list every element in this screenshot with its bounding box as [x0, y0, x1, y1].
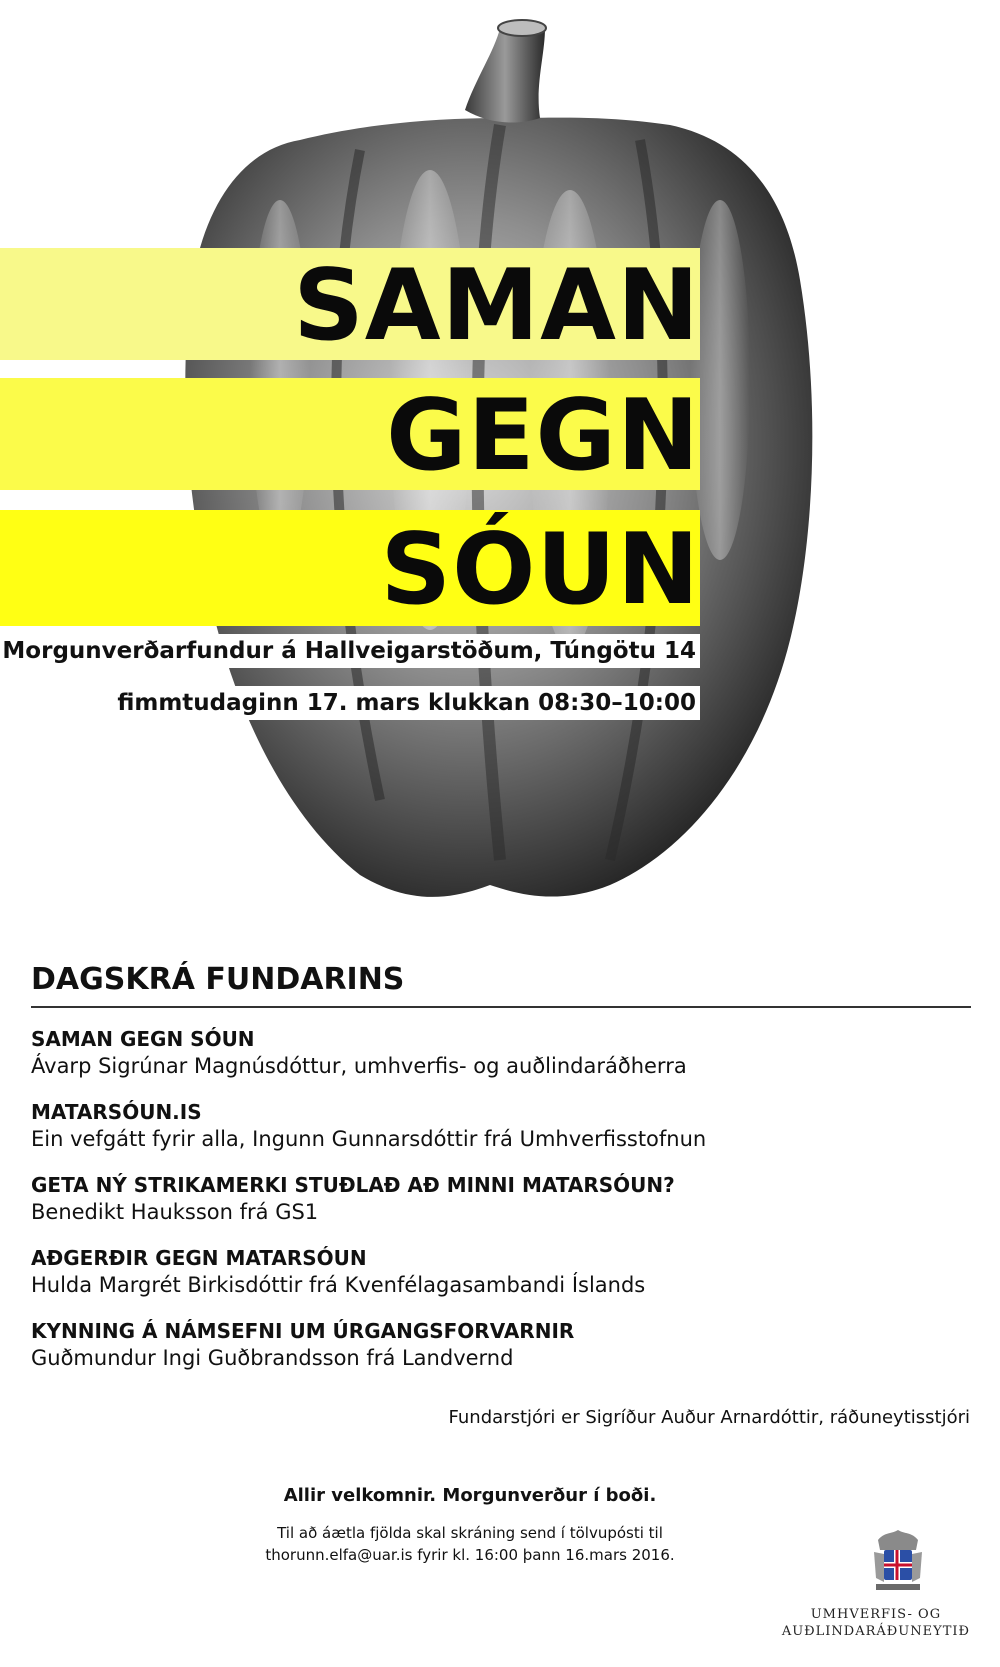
agenda-section — [31, 960, 971, 1391]
ministry-name — [782, 1606, 970, 1640]
event-location: Morgunverðarfundur á Hallveigarstöðum, Túngötu 14 — [0, 634, 700, 668]
registration-line-1: Til að áætla fjölda skal skráning send í tölvupósti til — [277, 1524, 663, 1542]
meeting-chair: Fundarstjóri er Sigríður Auður Arnardóttir, ráðuneytisstjóri — [448, 1407, 970, 1428]
agenda-item-desc: Benedikt Hauksson frá GS1 — [31, 1200, 319, 1224]
registration-line-2: thorunn.elfa@uar.is fyrir kl. 16:00 þann 16.mars 2016. — [265, 1546, 675, 1564]
title-line-2: GEGN — [386, 379, 700, 493]
agenda-item-desc: Ávarp Sigrúnar Magnúsdóttur, umhverfis- og auðlindaráðherra — [31, 1054, 687, 1078]
agenda-item — [31, 1026, 971, 1080]
title-line-1: SAMAN — [293, 249, 700, 363]
agenda-item — [31, 1172, 971, 1226]
agenda-item-title: KYNNING Á NÁMSEFNI UM ÚRGANGSFORVARNIR — [31, 1319, 575, 1343]
agenda-item — [31, 1318, 971, 1372]
agenda-item-desc: Hulda Margrét Birkisdóttir frá Kvenfélagasambandi Íslands — [31, 1273, 646, 1297]
agenda-item-title: MATARSÓUN.IS — [31, 1100, 202, 1124]
agenda-item-desc: Guðmundur Ingi Guðbrandsson frá Landvernd — [31, 1346, 514, 1370]
event-time: fimmtudaginn 17. mars klukkan 08:30–10:00 — [113, 686, 700, 720]
ministry-line-2: AUÐLINDARÁÐUNEYTIÐ — [781, 1624, 970, 1639]
agenda-item-desc: Ein vefgátt fyrir alla, Ingunn Gunnarsdóttir frá Umhverfisstofnun — [31, 1127, 707, 1151]
registration-text — [0, 1522, 940, 1566]
coat-of-arms-icon — [870, 1530, 926, 1596]
ministry-line-1: UMHVERFIS- OG — [810, 1607, 942, 1622]
title-line-3: SÓUN — [380, 513, 700, 627]
agenda-item-title: GETA NÝ STRIKAMERKI STUÐLAÐ AÐ MINNI MATARSÓUN? — [31, 1173, 675, 1197]
agenda-item-title: AÐGERÐIR GEGN MATARSÓUN — [31, 1246, 367, 1270]
agenda-item — [31, 1245, 971, 1299]
welcome-text: Allir velkomnir. Morgunverður í boði. — [283, 1485, 657, 1506]
agenda-title: DAGSKRÁ FUNDARINS — [31, 960, 971, 1008]
agenda-item-title: SAMAN GEGN SÓUN — [31, 1027, 255, 1051]
agenda-item — [31, 1099, 971, 1153]
